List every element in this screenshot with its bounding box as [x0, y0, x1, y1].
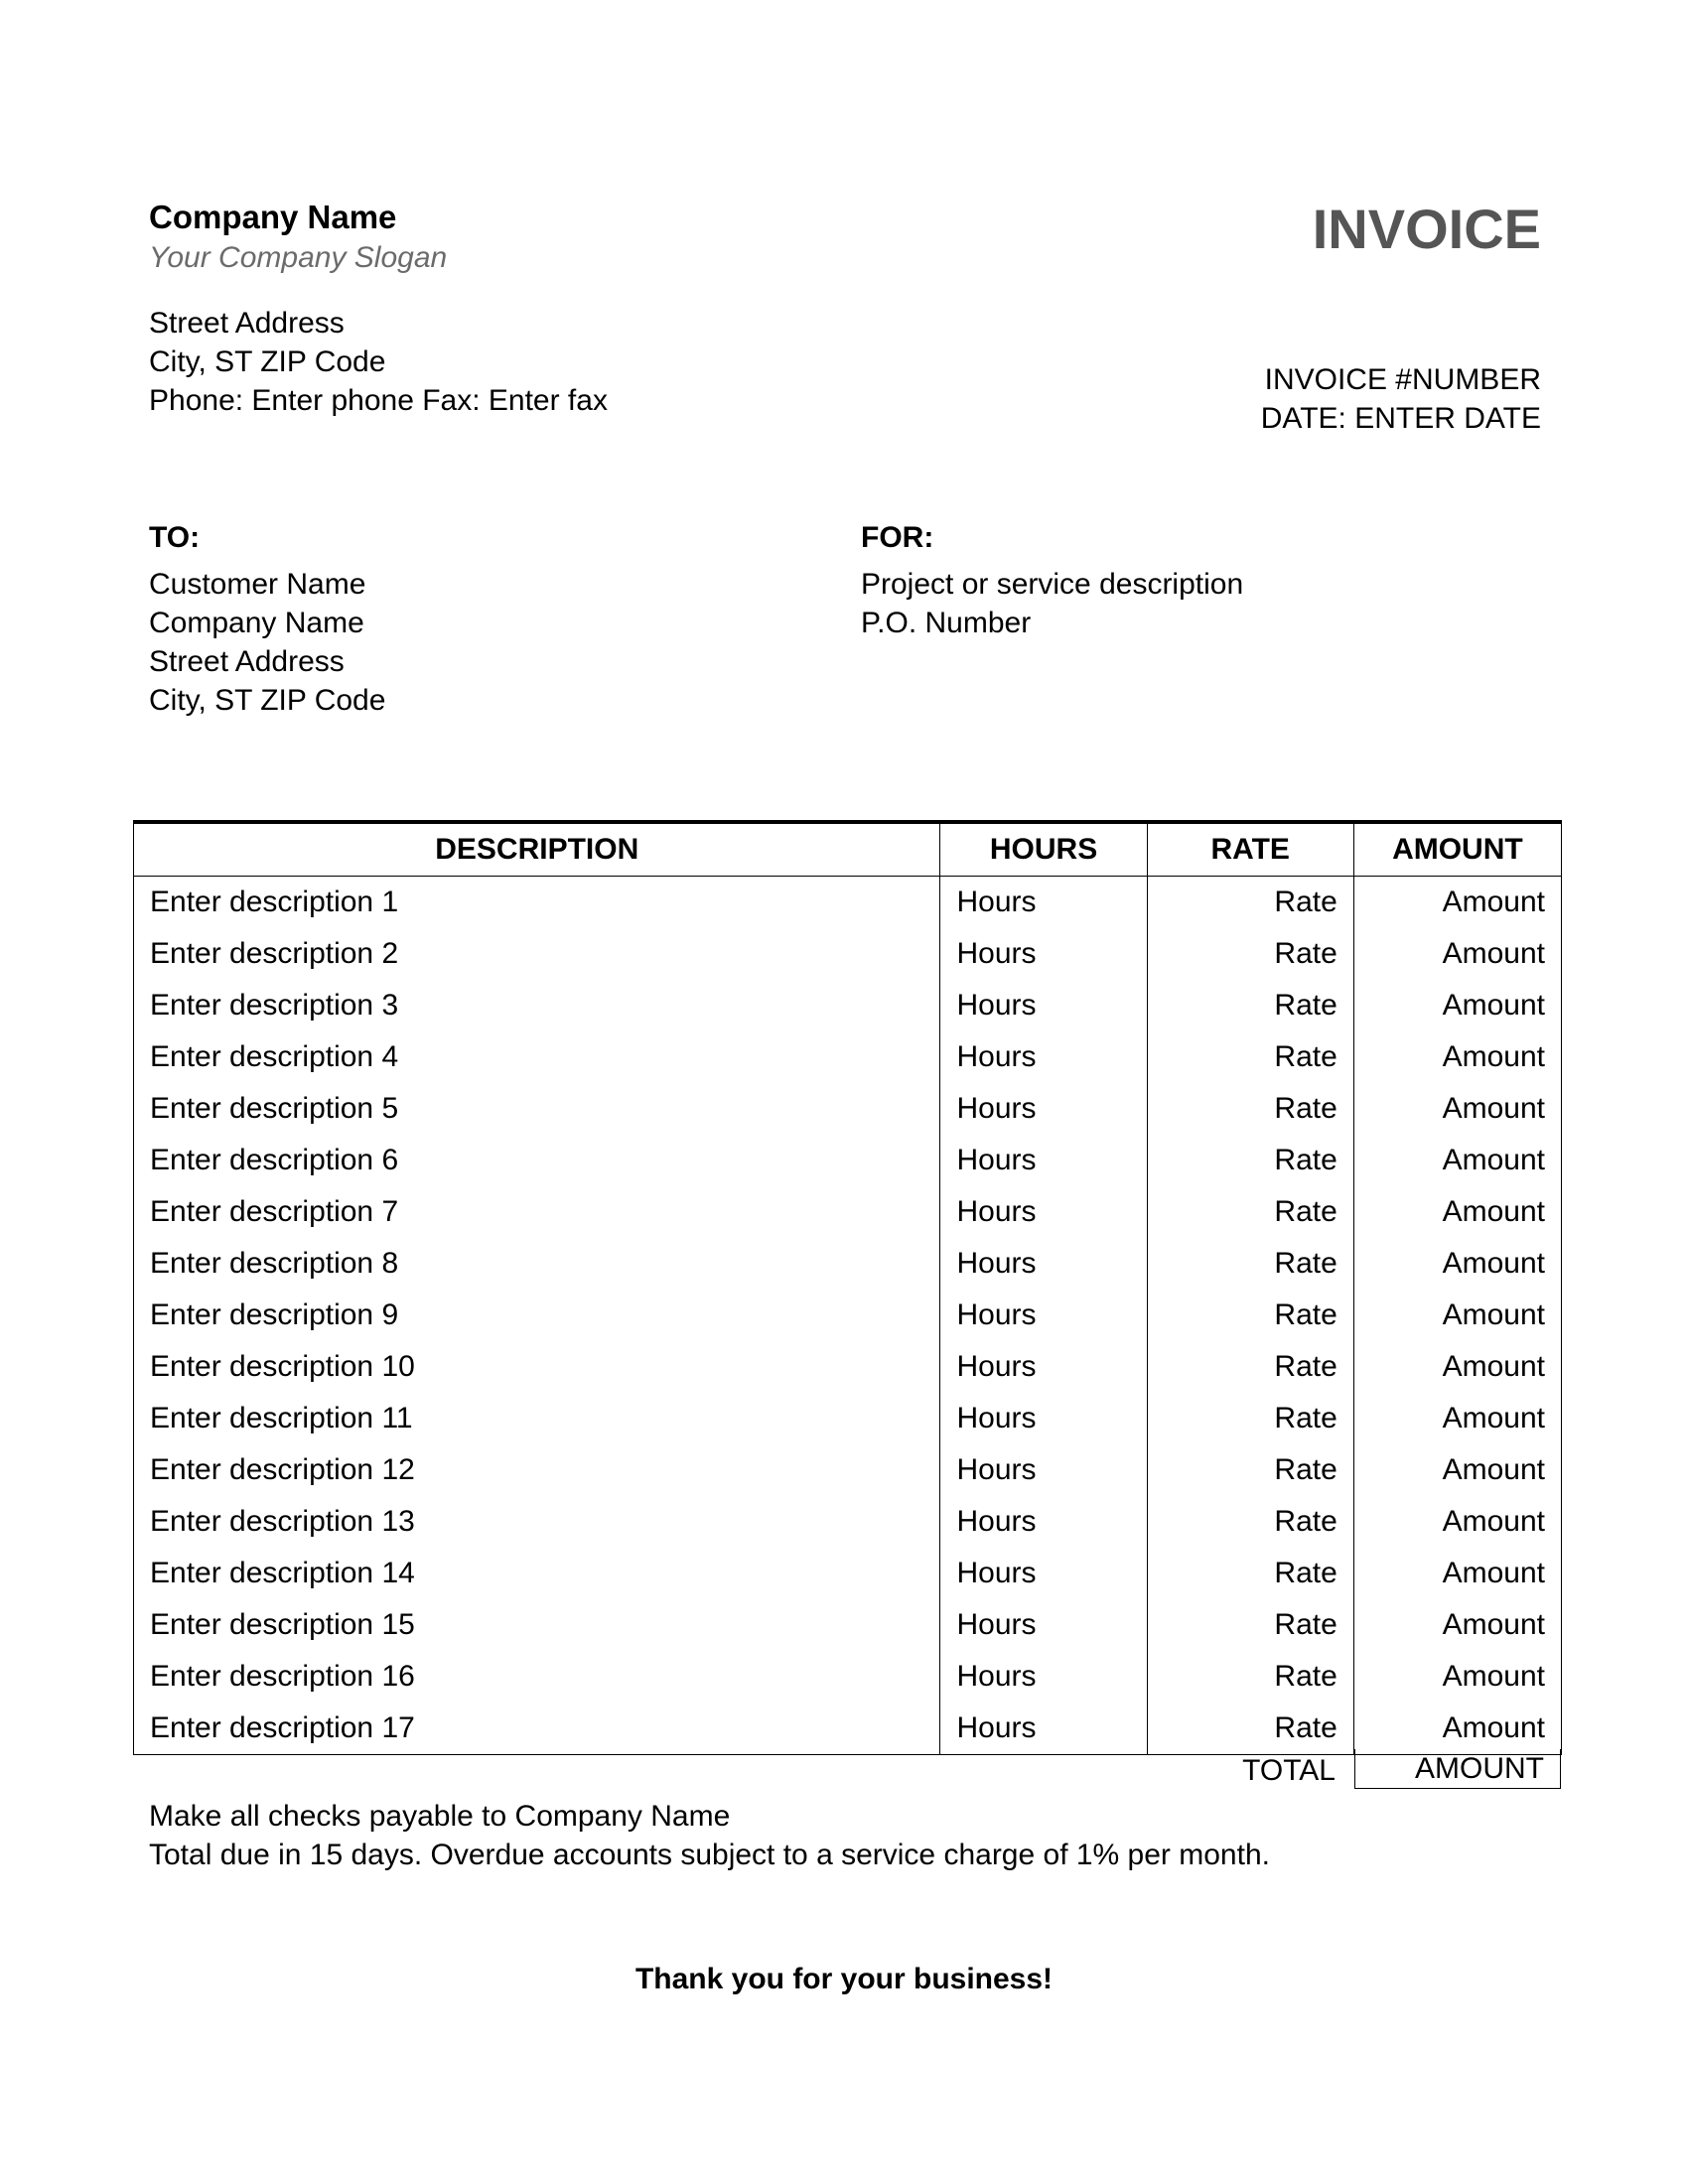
cell-rate: Rate [1147, 1290, 1353, 1341]
cell-amount: Amount [1353, 877, 1561, 929]
cell-amount: Amount [1353, 928, 1561, 980]
cell-hours: Hours [940, 877, 1147, 929]
cell-rate: Rate [1147, 928, 1353, 980]
cell-rate: Rate [1147, 1341, 1353, 1393]
cell-hours: Hours [940, 1703, 1147, 1755]
header-description: DESCRIPTION [134, 822, 940, 877]
table-row [134, 980, 1562, 1031]
table-row [134, 1031, 1562, 1083]
cell-rate: Rate [1147, 1548, 1353, 1599]
header-amount: AMOUNT [1353, 822, 1561, 877]
cell-description: Enter description 11 [134, 1393, 940, 1444]
cell-amount: Amount [1353, 1290, 1561, 1341]
payment-notes [149, 1797, 1270, 1874]
cell-description: Enter description 7 [134, 1186, 940, 1238]
cell-rate: Rate [1147, 980, 1353, 1031]
cell-rate: Rate [1147, 1083, 1353, 1135]
invoice-number: INVOICE #NUMBER [1264, 363, 1541, 396]
thank-you-message: Thank you for your business! [634, 1963, 1054, 1995]
cell-description: Enter description 5 [134, 1083, 940, 1135]
cell-description: Enter description 15 [134, 1599, 940, 1651]
for-block [861, 518, 1243, 642]
cell-hours: Hours [940, 1186, 1147, 1238]
total-label: TOTAL [1242, 1754, 1336, 1787]
cell-description: Enter description 8 [134, 1238, 940, 1290]
table-row [134, 1083, 1562, 1135]
invoice-title: INVOICE [1312, 198, 1541, 260]
cell-description: Enter description 13 [134, 1496, 940, 1548]
cell-description: Enter description 17 [134, 1703, 940, 1755]
cell-amount: Amount [1353, 1703, 1561, 1755]
cell-amount: Amount [1353, 1238, 1561, 1290]
cell-rate: Rate [1147, 1444, 1353, 1496]
cell-hours: Hours [940, 1031, 1147, 1083]
po-number: P.O. Number [861, 607, 1032, 639]
cell-rate: Rate [1147, 877, 1353, 929]
cell-amount: Amount [1353, 980, 1561, 1031]
table-row [134, 1290, 1562, 1341]
invoice-meta [1261, 360, 1541, 438]
checks-payable-note: Make all checks payable to Company Name [149, 1800, 731, 1833]
cell-rate: Rate [1147, 1651, 1353, 1703]
customer-company: Company Name [149, 607, 364, 639]
invoice-date: DATE: ENTER DATE [1260, 402, 1541, 435]
customer-city: City, ST ZIP Code [149, 684, 386, 717]
cell-hours: Hours [940, 1496, 1147, 1548]
cell-hours: Hours [940, 1290, 1147, 1341]
customer-name: Customer Name [149, 568, 366, 601]
cell-amount: Amount [1353, 1341, 1561, 1393]
cell-description: Enter description 3 [134, 980, 940, 1031]
cell-rate: Rate [1147, 1703, 1353, 1755]
cell-rate: Rate [1147, 1135, 1353, 1186]
cell-hours: Hours [940, 928, 1147, 980]
cell-description: Enter description 10 [134, 1341, 940, 1393]
table-row [134, 1186, 1562, 1238]
table-row [134, 1703, 1562, 1755]
cell-amount: Amount [1353, 1444, 1561, 1496]
cell-amount: Amount [1353, 1496, 1561, 1548]
cell-hours: Hours [940, 980, 1147, 1031]
cell-amount: Amount [1353, 1393, 1561, 1444]
table-row [134, 1135, 1562, 1186]
company-slogan: Your Company Slogan [149, 241, 448, 274]
cell-hours: Hours [940, 1083, 1147, 1135]
table-row [134, 1238, 1562, 1290]
cell-description: Enter description 9 [134, 1290, 940, 1341]
header-rate: RATE [1147, 822, 1353, 877]
table-row [134, 1599, 1562, 1651]
cell-hours: Hours [940, 1651, 1147, 1703]
cell-amount: Amount [1353, 1031, 1561, 1083]
cell-rate: Rate [1147, 1496, 1353, 1548]
cell-description: Enter description 14 [134, 1548, 940, 1599]
line-items-table [133, 820, 1562, 1755]
table-row [134, 1341, 1562, 1393]
cell-description: Enter description 6 [134, 1135, 940, 1186]
to-label: TO: [149, 521, 201, 554]
cell-description: Enter description 2 [134, 928, 940, 980]
cell-amount: Amount [1353, 1083, 1561, 1135]
cell-hours: Hours [940, 1341, 1147, 1393]
cell-amount: Amount [1353, 1651, 1561, 1703]
company-address [149, 304, 608, 420]
company-city: City, ST ZIP Code [149, 345, 386, 378]
cell-amount: Amount [1353, 1599, 1561, 1651]
header-hours: HOURS [940, 822, 1147, 877]
cell-hours: Hours [940, 1548, 1147, 1599]
cell-amount: Amount [1353, 1548, 1561, 1599]
total-amount: AMOUNT [1354, 1749, 1561, 1789]
cell-description: Enter description 4 [134, 1031, 940, 1083]
cell-rate: Rate [1147, 1393, 1353, 1444]
bill-to-block [149, 518, 385, 720]
table-row [134, 877, 1562, 929]
cell-hours: Hours [940, 1135, 1147, 1186]
cell-rate: Rate [1147, 1599, 1353, 1651]
cell-amount: Amount [1353, 1186, 1561, 1238]
cell-hours: Hours [940, 1238, 1147, 1290]
table-row [134, 1496, 1562, 1548]
cell-hours: Hours [940, 1599, 1147, 1651]
cell-rate: Rate [1147, 1031, 1353, 1083]
table-row [134, 1444, 1562, 1496]
table-row [134, 928, 1562, 980]
cell-amount: Amount [1353, 1135, 1561, 1186]
table-row [134, 1393, 1562, 1444]
cell-description: Enter description 1 [134, 877, 940, 929]
cell-hours: Hours [940, 1444, 1147, 1496]
cell-rate: Rate [1147, 1238, 1353, 1290]
company-phone-fax: Phone: Enter phone Fax: Enter fax [149, 384, 608, 417]
company-name: Company Name [149, 199, 397, 235]
table-header-row [134, 822, 1562, 877]
for-label: FOR: [861, 521, 934, 554]
payment-terms: Total due in 15 days. Overdue accounts subject to a service charge of 1% per month. [149, 1839, 1270, 1871]
table-row [134, 1548, 1562, 1599]
table-row [134, 1651, 1562, 1703]
company-street: Street Address [149, 307, 345, 340]
cell-description: Enter description 12 [134, 1444, 940, 1496]
customer-street: Street Address [149, 645, 345, 678]
cell-rate: Rate [1147, 1186, 1353, 1238]
cell-hours: Hours [940, 1393, 1147, 1444]
cell-description: Enter description 16 [134, 1651, 940, 1703]
project-description: Project or service description [861, 568, 1244, 601]
